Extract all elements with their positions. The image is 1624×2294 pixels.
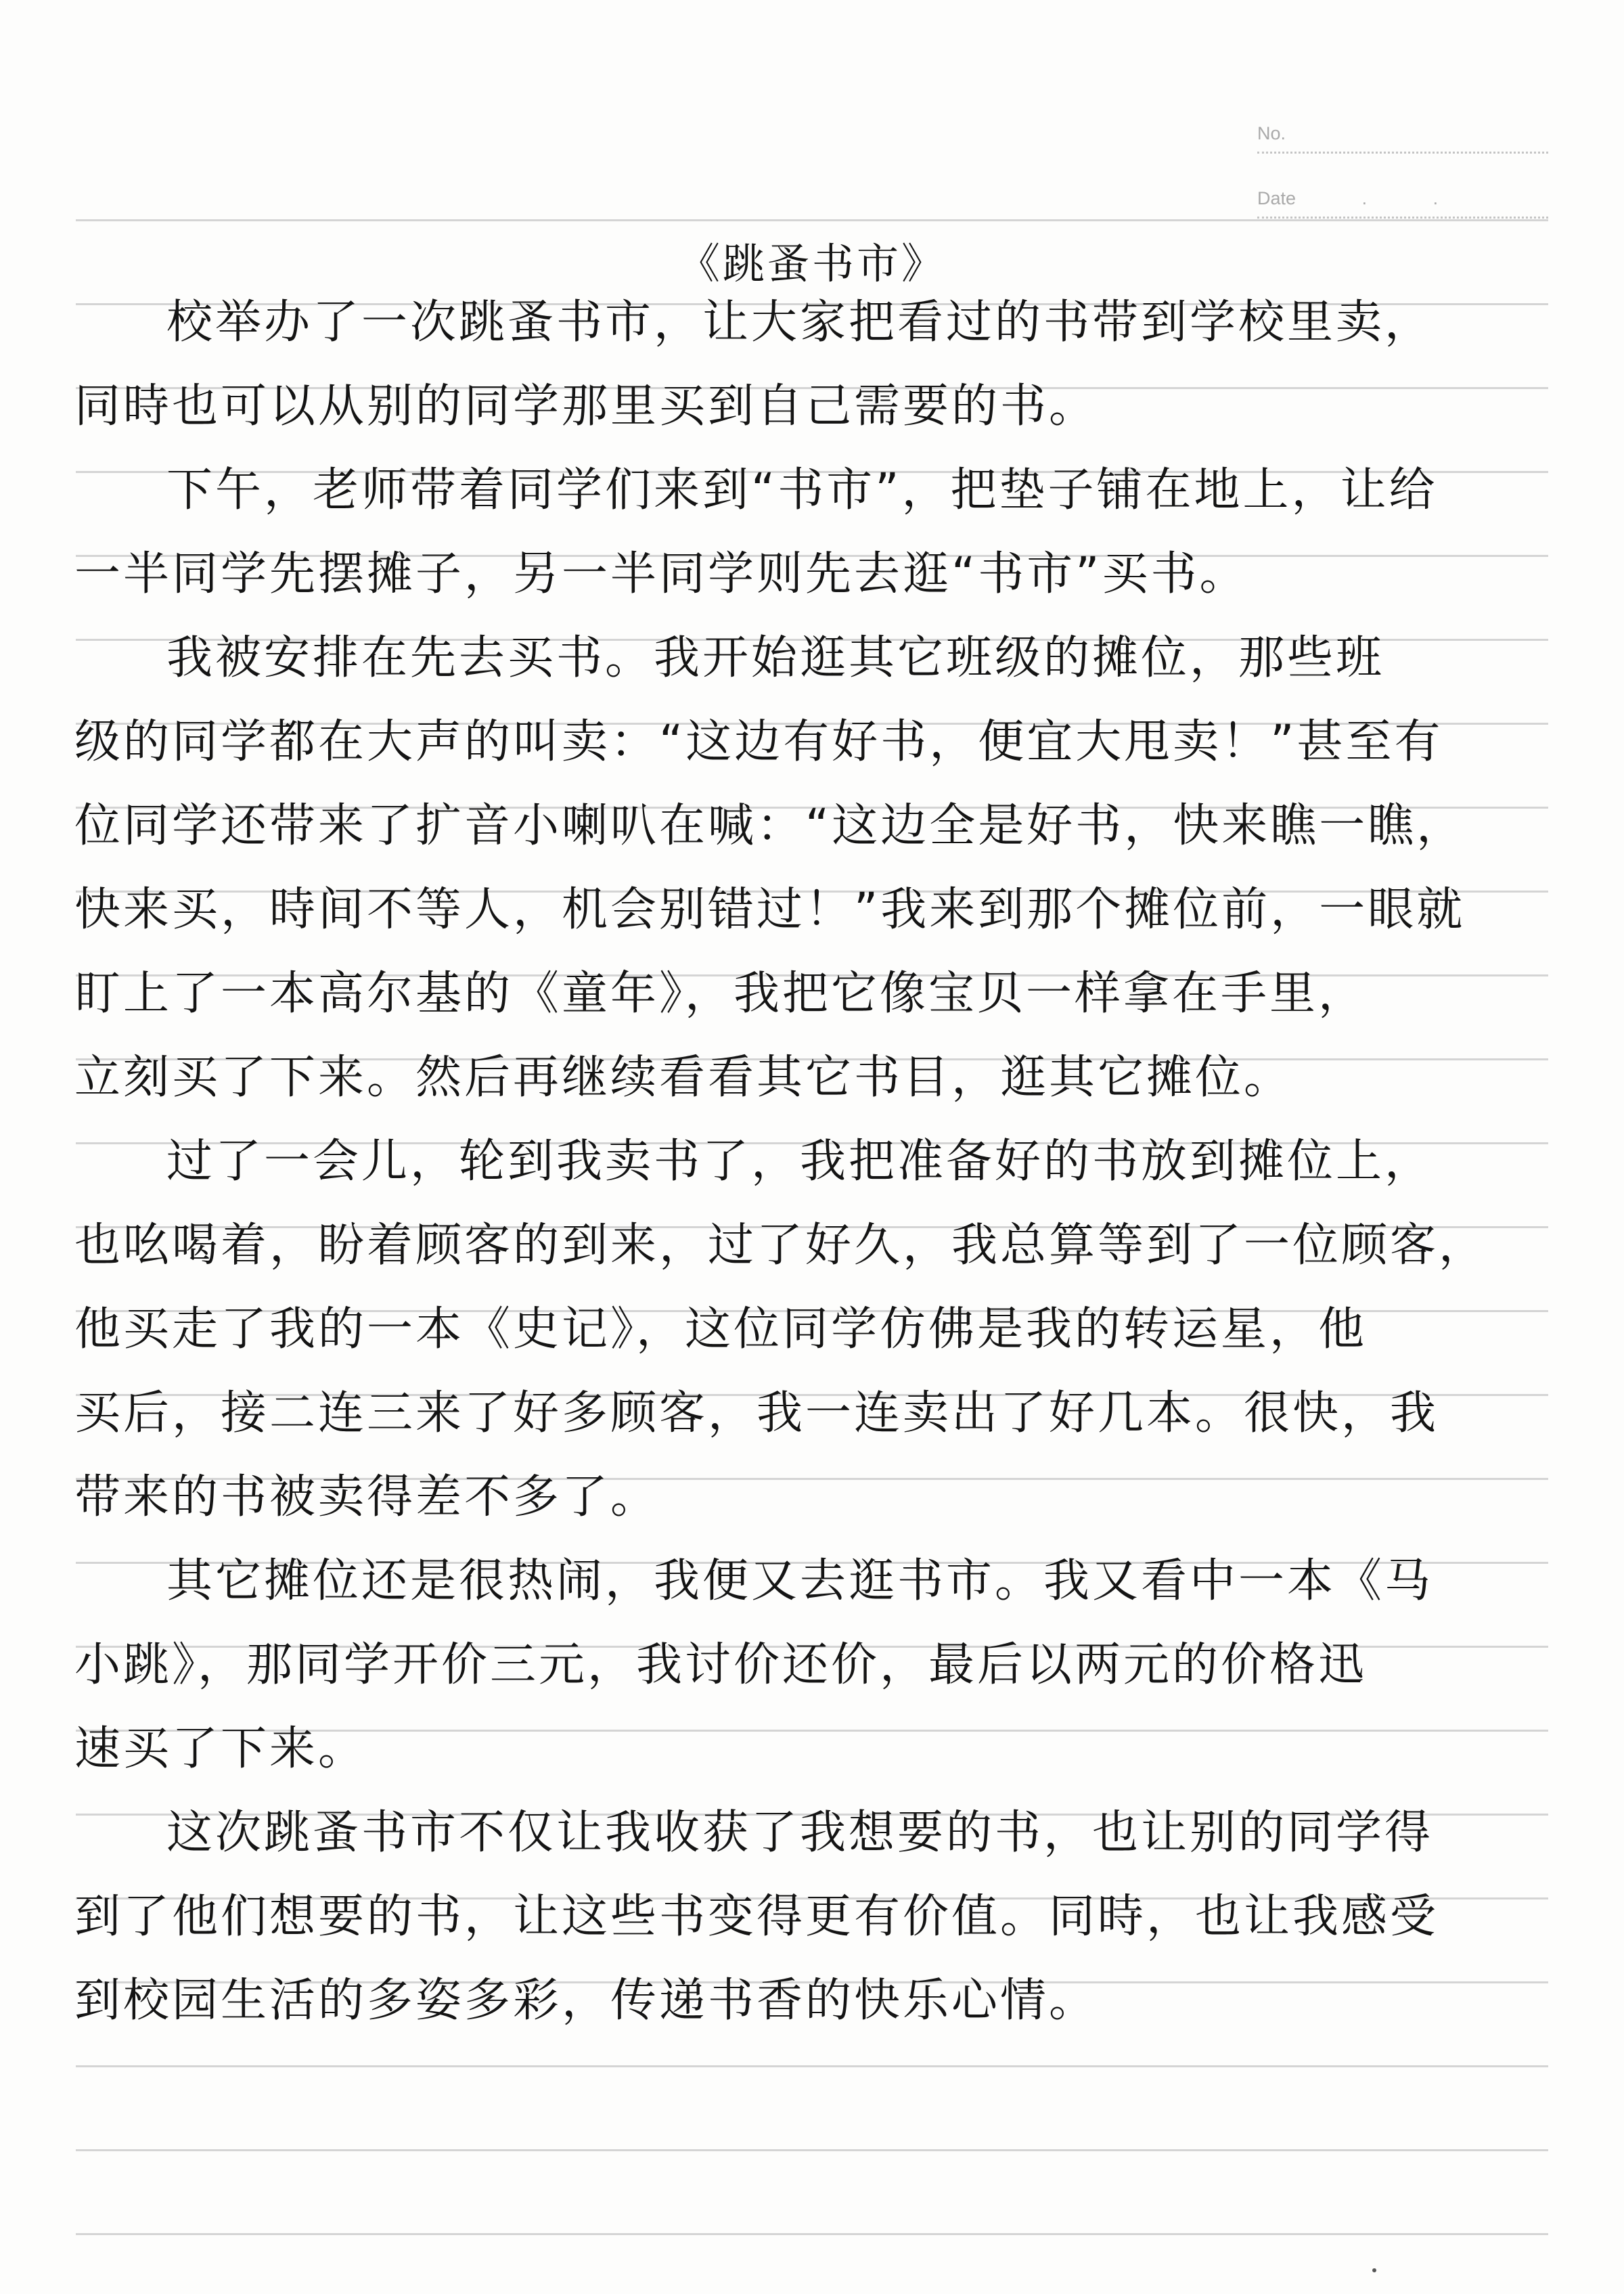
header-date-field <box>1257 188 1548 209</box>
essay-line: 位同学还带来了扩音小喇叭在喊：“这边全是好书，快来瞧一瞧， <box>74 799 1466 853</box>
essay-line: 买后，接二连三来了好多顾客，我一连卖出了好几本。很快，我 <box>74 1387 1439 1440</box>
essay-line: 带来的书被卖得差不多了。 <box>74 1470 660 1524</box>
ruled-line <box>76 2065 1548 2067</box>
essay-line: 其它摊位还是很热闹，我便又去逛书市。我又看中一本《马 <box>166 1554 1434 1608</box>
essay-line: 快来买，時间不等人，机会别错过！”我来到那个摊位前，一眼就 <box>74 883 1466 937</box>
header-date-underline <box>1257 217 1548 219</box>
essay-line: 下午，老师带着同学们来到“书市”，把垫子铺在地上，让给 <box>166 464 1438 517</box>
essay-title: 《跳蚤书市》 <box>677 239 946 288</box>
ruled-line <box>76 219 1548 221</box>
ruled-line <box>76 2233 1548 2235</box>
essay-line: 他买走了我的一本《史记》，这位同学仿佛是我的转运星，他 <box>74 1303 1368 1356</box>
ink-dot <box>1372 2268 1376 2272</box>
header-no-label: No. <box>1257 123 1286 143</box>
essay-line: 这次跳蚤书市不仅让我收获了我想要的书，也让别的同学得 <box>166 1806 1434 1860</box>
essay-line: 校举办了一次跳蚤书市，让大家把看过的书带到学校里卖， <box>166 296 1434 349</box>
header-no-field <box>1257 123 1548 144</box>
ruled-line <box>76 2149 1548 2151</box>
essay-line: 到校园生活的多姿多彩，传递书香的快乐心情。 <box>74 1974 1098 2027</box>
essay-line: 级的同学都在大声的叫卖：“这边有好书，便宜大甩卖！”甚至有 <box>74 715 1443 769</box>
essay-line: 速买了下来。 <box>74 1722 367 1776</box>
header-date-sep-1: . <box>1361 188 1368 208</box>
essay-line: 同時也可以从别的同学那里买到自己需要的书。 <box>74 380 1098 433</box>
header-date-label: Date <box>1257 188 1296 208</box>
essay-line: 也吆喝着，盼着顾客的到来，过了好久，我总算等到了一位顾客， <box>74 1219 1488 1272</box>
essay-line: 过了一会儿，轮到我卖书了，我把准备好的书放到摊位上， <box>166 1135 1434 1188</box>
essay-line: 我被安排在先去买书。我开始逛其它班级的摊位，那些班 <box>166 631 1385 685</box>
essay-line: 立刻买了下来。然后再继续看看其它书目，逛其它摊位。 <box>74 1051 1293 1104</box>
essay-line: 盯上了一本高尔基的《童年》，我把它像宝贝一样拿在手里， <box>74 967 1368 1020</box>
essay-line: 一半同学先摆摊子，另一半同学则先去逛“书市”买书。 <box>74 547 1248 601</box>
header-no-underline <box>1257 152 1548 154</box>
essay-line: 小跳》，那同学开价三元，我讨价还价，最后以两元的价格迅 <box>74 1638 1368 1692</box>
essay-line: 到了他们想要的书，让这些书变得更有价值。同時，也让我感受 <box>74 1890 1439 1943</box>
header-date-sep-2: . <box>1433 188 1439 208</box>
